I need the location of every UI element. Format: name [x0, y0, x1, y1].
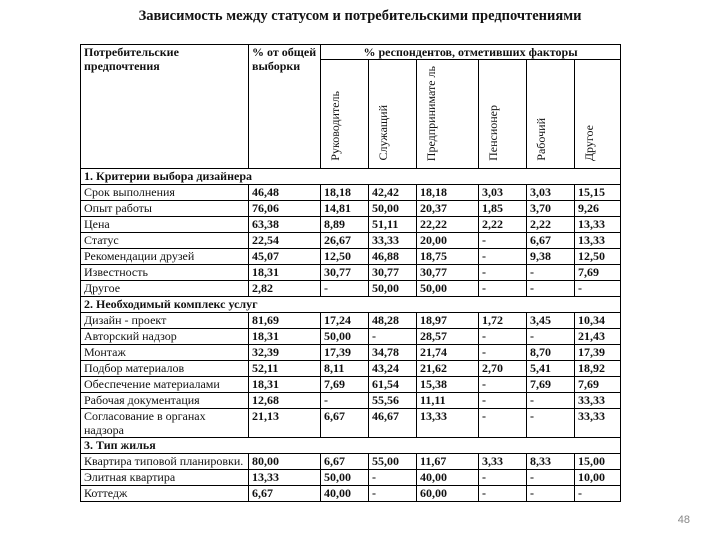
- value-cell: 3,03: [479, 185, 527, 201]
- page-number: 48: [677, 514, 690, 526]
- row-label: Элитная квартира: [81, 470, 249, 486]
- row-label: Другое: [81, 281, 249, 297]
- value-cell: -: [321, 393, 369, 409]
- value-cell: 13,33: [249, 470, 321, 486]
- row-label: Рекомендации друзей: [81, 249, 249, 265]
- header-factor: [479, 60, 527, 169]
- value-cell: -: [479, 377, 527, 393]
- row-label: Согласование в органах надзора: [81, 409, 249, 438]
- value-cell: 30,77: [417, 265, 479, 281]
- table-row: [81, 265, 621, 281]
- value-cell: 33,33: [369, 233, 417, 249]
- value-cell: 34,78: [369, 345, 417, 361]
- value-cell: 8,70: [527, 345, 575, 361]
- value-cell: 30,77: [321, 265, 369, 281]
- table-row: [81, 470, 621, 486]
- value-cell: 18,31: [249, 377, 321, 393]
- value-cell: -: [527, 281, 575, 297]
- value-cell: 21,74: [417, 345, 479, 361]
- value-cell: -: [479, 486, 527, 502]
- value-cell: 50,00: [417, 281, 479, 297]
- value-cell: 2,70: [479, 361, 527, 377]
- value-cell: 12,68: [249, 393, 321, 409]
- value-cell: 26,67: [321, 233, 369, 249]
- value-cell: -: [321, 281, 369, 297]
- value-cell: 46,88: [369, 249, 417, 265]
- value-cell: 6,67: [321, 454, 369, 470]
- value-cell: 3,70: [527, 201, 575, 217]
- value-cell: 12,50: [321, 249, 369, 265]
- value-cell: 11,11: [417, 393, 479, 409]
- value-cell: 50,00: [369, 281, 417, 297]
- value-cell: 21,62: [417, 361, 479, 377]
- value-cell: -: [369, 329, 417, 345]
- row-label: Статус: [81, 233, 249, 249]
- value-cell: 7,69: [527, 377, 575, 393]
- value-cell: 11,67: [417, 454, 479, 470]
- value-cell: 13,33: [575, 217, 621, 233]
- value-cell: 81,69: [249, 313, 321, 329]
- table-row: [81, 201, 621, 217]
- table-row: [81, 249, 621, 265]
- value-cell: -: [479, 470, 527, 486]
- row-label: Дизайн - проект: [81, 313, 249, 329]
- value-cell: -: [479, 393, 527, 409]
- section-row: [81, 297, 621, 313]
- value-cell: 55,00: [369, 454, 417, 470]
- value-cell: 17,39: [321, 345, 369, 361]
- value-cell: 2,82: [249, 281, 321, 297]
- value-cell: 28,57: [417, 329, 479, 345]
- table-row: [81, 345, 621, 361]
- value-cell: 13,33: [417, 409, 479, 438]
- table-row: [81, 233, 621, 249]
- value-cell: 7,69: [575, 265, 621, 281]
- value-cell: -: [479, 249, 527, 265]
- value-cell: -: [527, 265, 575, 281]
- value-cell: 30,77: [369, 265, 417, 281]
- row-label: Опыт работы: [81, 201, 249, 217]
- value-cell: -: [527, 329, 575, 345]
- value-cell: 9,26: [575, 201, 621, 217]
- value-cell: 12,50: [575, 249, 621, 265]
- value-cell: -: [369, 470, 417, 486]
- value-cell: 20,37: [417, 201, 479, 217]
- value-cell: 50,00: [369, 201, 417, 217]
- value-cell: 10,34: [575, 313, 621, 329]
- row-label: Срок выполнения: [81, 185, 249, 201]
- header-percent-total: % от общей выборки: [249, 45, 321, 169]
- value-cell: 60,00: [417, 486, 479, 502]
- value-cell: 33,33: [575, 409, 621, 438]
- value-cell: 46,48: [249, 185, 321, 201]
- value-cell: 13,33: [575, 233, 621, 249]
- value-cell: 43,24: [369, 361, 417, 377]
- table-row: [81, 454, 621, 470]
- table-row: [81, 329, 621, 345]
- value-cell: 7,69: [575, 377, 621, 393]
- row-label: Цена: [81, 217, 249, 233]
- value-cell: 10,00: [575, 470, 621, 486]
- header-factor: [575, 60, 621, 169]
- value-cell: 18,18: [417, 185, 479, 201]
- value-cell: 3,45: [527, 313, 575, 329]
- value-cell: 17,39: [575, 345, 621, 361]
- value-cell: 2,22: [479, 217, 527, 233]
- value-cell: 8,11: [321, 361, 369, 377]
- value-cell: 8,33: [527, 454, 575, 470]
- value-cell: 18,31: [249, 265, 321, 281]
- value-cell: 5,41: [527, 361, 575, 377]
- value-cell: -: [575, 486, 621, 502]
- value-cell: 52,11: [249, 361, 321, 377]
- value-cell: 9,38: [527, 249, 575, 265]
- value-cell: -: [479, 345, 527, 361]
- value-cell: 6,67: [249, 486, 321, 502]
- value-cell: -: [527, 393, 575, 409]
- table-row: [81, 361, 621, 377]
- value-cell: 63,38: [249, 217, 321, 233]
- value-cell: 42,42: [369, 185, 417, 201]
- row-label: Рабочая документация: [81, 393, 249, 409]
- factor-label: Служащий: [376, 105, 390, 161]
- value-cell: 2,22: [527, 217, 575, 233]
- value-cell: -: [575, 281, 621, 297]
- slide-title: Зависимость между статусом и потребительскими предпочтениями: [138, 8, 582, 24]
- table-row: [81, 393, 621, 409]
- value-cell: 3,33: [479, 454, 527, 470]
- header-factor: [527, 60, 575, 169]
- value-cell: -: [369, 486, 417, 502]
- value-cell: 18,18: [321, 185, 369, 201]
- value-cell: 7,69: [321, 377, 369, 393]
- table-row: [81, 409, 621, 438]
- table-row: [81, 185, 621, 201]
- factor-label: Пенсионер: [486, 105, 500, 161]
- value-cell: 17,24: [321, 313, 369, 329]
- row-label: Известность: [81, 265, 249, 281]
- value-cell: 48,28: [369, 313, 417, 329]
- value-cell: -: [527, 409, 575, 438]
- row-label: Авторский надзор: [81, 329, 249, 345]
- section-row: [81, 438, 621, 454]
- value-cell: 14,81: [321, 201, 369, 217]
- factor-label: Другое: [582, 124, 596, 161]
- header-preferences: Потребительские предпочтения: [81, 45, 249, 169]
- value-cell: 51,11: [369, 217, 417, 233]
- section-title: 1. Критерии выбора дизайнера: [81, 169, 621, 185]
- value-cell: 18,31: [249, 329, 321, 345]
- value-cell: 15,15: [575, 185, 621, 201]
- factor-label: Рабочий: [534, 118, 548, 161]
- value-cell: 22,54: [249, 233, 321, 249]
- factor-label: Предпринимате ль: [424, 65, 438, 161]
- value-cell: 40,00: [417, 470, 479, 486]
- row-label: Подбор материалов: [81, 361, 249, 377]
- value-cell: 1,85: [479, 201, 527, 217]
- section-row: [81, 169, 621, 185]
- table-row: [81, 313, 621, 329]
- value-cell: -: [479, 281, 527, 297]
- value-cell: 22,22: [417, 217, 479, 233]
- value-cell: 18,75: [417, 249, 479, 265]
- value-cell: 50,00: [321, 329, 369, 345]
- value-cell: 46,67: [369, 409, 417, 438]
- header-factor: [369, 60, 417, 169]
- value-cell: 45,07: [249, 249, 321, 265]
- preferences-table: [80, 44, 621, 502]
- value-cell: 15,00: [575, 454, 621, 470]
- value-cell: 40,00: [321, 486, 369, 502]
- header-respondents: % респондентов, отметивших факторы: [321, 45, 621, 60]
- value-cell: -: [479, 233, 527, 249]
- value-cell: 18,92: [575, 361, 621, 377]
- table-row: [81, 377, 621, 393]
- value-cell: 3,03: [527, 185, 575, 201]
- section-title: 3. Тип жилья: [81, 438, 621, 454]
- row-label: Обеспечение материалами: [81, 377, 249, 393]
- value-cell: 76,06: [249, 201, 321, 217]
- row-label: Монтаж: [81, 345, 249, 361]
- value-cell: 18,97: [417, 313, 479, 329]
- value-cell: 32,39: [249, 345, 321, 361]
- value-cell: 80,00: [249, 454, 321, 470]
- row-label: Коттедж: [81, 486, 249, 502]
- section-title: 2. Необходимый комплекс услуг: [81, 297, 621, 313]
- value-cell: 1,72: [479, 313, 527, 329]
- value-cell: -: [479, 409, 527, 438]
- value-cell: -: [479, 265, 527, 281]
- value-cell: 21,43: [575, 329, 621, 345]
- value-cell: 55,56: [369, 393, 417, 409]
- header-factor: [417, 60, 479, 169]
- value-cell: 61,54: [369, 377, 417, 393]
- value-cell: 6,67: [321, 409, 369, 438]
- value-cell: 20,00: [417, 233, 479, 249]
- value-cell: 6,67: [527, 233, 575, 249]
- value-cell: 8,89: [321, 217, 369, 233]
- value-cell: 21,13: [249, 409, 321, 438]
- table-row: [81, 486, 621, 502]
- value-cell: 15,38: [417, 377, 479, 393]
- table-row: [81, 281, 621, 297]
- value-cell: -: [479, 329, 527, 345]
- value-cell: -: [527, 486, 575, 502]
- value-cell: -: [527, 470, 575, 486]
- row-label: Квартира типовой планировки.: [81, 454, 249, 470]
- table-row: [81, 217, 621, 233]
- factor-label: Руководитель: [328, 91, 342, 161]
- header-factor: [321, 60, 369, 169]
- value-cell: 33,33: [575, 393, 621, 409]
- value-cell: 50,00: [321, 470, 369, 486]
